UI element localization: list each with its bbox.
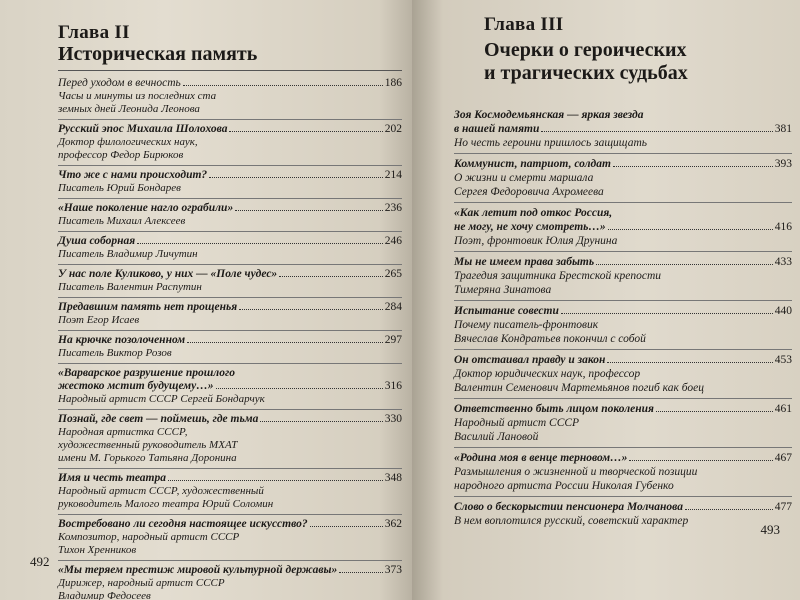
entry-title: Познай, где свет — поймешь, где тьма bbox=[58, 413, 259, 425]
entry-title: Предавшим память нет прощенья bbox=[58, 301, 238, 313]
entry-page-number: 477 bbox=[774, 501, 792, 513]
entry-title: Слово о бескорыстии пенсионера Молчанова bbox=[454, 501, 683, 513]
entry-page-number: 202 bbox=[384, 123, 402, 135]
entry-subtitle: художественный руководитель МХАТ bbox=[58, 439, 238, 451]
entry-title-line bbox=[454, 220, 792, 234]
entry-title-line bbox=[454, 402, 792, 416]
entry-page-number: 330 bbox=[384, 413, 402, 425]
entry-title-line bbox=[58, 268, 402, 281]
entry-subtitle: имени М. Горького Татьяна Доронина bbox=[58, 452, 237, 464]
entry-title-line bbox=[454, 353, 792, 367]
entry-subtitle: Василий Лановой bbox=[454, 431, 539, 443]
entry-page-number: 453 bbox=[774, 354, 792, 366]
toc-entry bbox=[58, 331, 402, 364]
dot-leader bbox=[596, 264, 773, 265]
entry-title-line bbox=[454, 451, 792, 465]
entry-subtitle: Писатель Юрий Бондарев bbox=[58, 182, 181, 194]
entry-page-number: 416 bbox=[774, 221, 792, 233]
entry-title-line bbox=[58, 334, 402, 347]
dot-leader bbox=[561, 313, 773, 314]
entry-page-number: 236 bbox=[384, 202, 402, 214]
dot-leader bbox=[310, 526, 383, 527]
entry-subtitle: Дирижер, народный артист СССР bbox=[58, 577, 225, 589]
entry-page-number: 433 bbox=[774, 256, 792, 268]
dot-leader bbox=[656, 411, 773, 412]
chapter-label: Глава II bbox=[58, 22, 130, 43]
entry-subtitle: Почему писатель-фронтовик bbox=[454, 319, 599, 331]
toc-entry bbox=[454, 252, 792, 301]
dot-leader bbox=[629, 460, 772, 461]
entry-subtitle: руководитель Малого театра Юрий Соломин bbox=[58, 498, 274, 510]
toc-entry bbox=[58, 410, 402, 469]
entry-subtitle: Вячеслав Кондратьев покончил с собой bbox=[454, 333, 646, 345]
entry-page-number: 186 bbox=[384, 77, 402, 89]
entry-subtitle: Поэт, фронтовик Юлия Друнина bbox=[454, 235, 618, 247]
toc-entry bbox=[454, 497, 792, 531]
entry-title: У нас поле Куликово, у них — «Поле чудес» bbox=[58, 268, 278, 280]
entry-page-number: 297 bbox=[384, 334, 402, 346]
dot-leader bbox=[685, 509, 773, 510]
entry-subtitle: Тимеряна Зинатова bbox=[454, 284, 552, 296]
entry-subtitle: Народный артист СССР Сергей Бондарчук bbox=[58, 393, 265, 405]
entry-subtitle: Размышления о жизненной и творческой позиции bbox=[454, 466, 698, 478]
entry-title: Коммунист, патриот, солдат bbox=[454, 158, 611, 170]
dot-leader bbox=[137, 243, 383, 244]
entry-title: Мы не имеем права забыть bbox=[454, 256, 595, 268]
entry-title-line bbox=[454, 157, 792, 171]
dot-leader bbox=[339, 572, 383, 573]
entry-title-line bbox=[58, 235, 402, 248]
dot-leader bbox=[168, 480, 383, 481]
entry-subtitle: Доктор юридических наук, профессор bbox=[454, 368, 641, 380]
entry-title-line bbox=[58, 169, 402, 182]
toc-entry bbox=[454, 154, 792, 203]
entry-title: Душа соборная bbox=[58, 235, 136, 247]
entry-subtitle: Доктор филологических наук, bbox=[58, 136, 198, 148]
toc-list bbox=[58, 74, 402, 600]
dot-leader bbox=[541, 131, 772, 132]
toc-entry bbox=[58, 561, 402, 600]
entry-subtitle: народного артиста России Николая Губенко bbox=[454, 480, 674, 492]
toc-entry bbox=[454, 105, 792, 154]
dot-leader bbox=[239, 309, 383, 310]
toc-entry bbox=[58, 469, 402, 515]
entry-title-line bbox=[454, 500, 792, 514]
toc-entry bbox=[58, 364, 402, 410]
entry-title-line bbox=[58, 123, 402, 136]
entry-subtitle: Композитор, народный артист СССР bbox=[58, 531, 240, 543]
entry-page-number: 362 bbox=[384, 518, 402, 530]
entry-subtitle: О жизни и смерти маршала bbox=[454, 172, 594, 184]
entry-subtitle: Народный артист СССР, художественный bbox=[58, 485, 264, 497]
entry-title-line bbox=[58, 564, 402, 577]
toc-entry bbox=[454, 301, 792, 350]
entry-page-number: 461 bbox=[774, 403, 792, 415]
entry-subtitle: Но честь героини пришлось защищать bbox=[454, 137, 648, 149]
entry-page-number: 316 bbox=[384, 380, 402, 392]
entry-subtitle: Владимир Федосеев bbox=[58, 590, 151, 600]
entry-page-number: 265 bbox=[384, 268, 402, 280]
dot-leader bbox=[279, 276, 383, 277]
chapter-label: Глава III bbox=[484, 14, 564, 35]
entry-subtitle: Писатель Михаил Алексеев bbox=[58, 215, 186, 227]
toc-list bbox=[454, 105, 792, 531]
entry-title: Ответственно быть лицом поколения bbox=[454, 403, 654, 415]
entry-page-number: 467 bbox=[774, 452, 792, 464]
entry-subtitle: Народный артист СССР bbox=[454, 417, 580, 429]
entry-title-cont: не могу, не хочу смотреть…» bbox=[454, 221, 606, 233]
toc-entry bbox=[58, 232, 402, 265]
entry-title: Зоя Космодемьянская — яркая звезда bbox=[454, 109, 644, 121]
entry-page-number: 348 bbox=[384, 472, 402, 484]
entry-title: Он отстаивал правду и закон bbox=[454, 354, 606, 366]
toc-entry bbox=[454, 399, 792, 448]
dot-leader bbox=[235, 210, 383, 211]
entry-subtitle: Часы и минуты из последних ста bbox=[58, 90, 217, 102]
entry-subtitle: Сергея Федоровича Ахромеева bbox=[454, 186, 604, 198]
toc-entry bbox=[58, 166, 402, 199]
entry-subtitle: Писатель Валентин Распутин bbox=[58, 281, 202, 293]
entry-subtitle: В нем воплотился русский, советский характер bbox=[454, 515, 689, 527]
entry-title-line bbox=[58, 202, 402, 215]
entry-title-cont: жестоко мстит будущему…» bbox=[58, 380, 214, 392]
toc-entry bbox=[58, 515, 402, 561]
toc-entry bbox=[58, 74, 402, 120]
chapter-title-line-2: и трагических судьбах bbox=[484, 62, 688, 84]
entry-title-line bbox=[58, 380, 402, 393]
entry-title: Востребовано ли сегодня настоящее искусство? bbox=[58, 518, 308, 530]
entry-title: «Родина моя в венце терновом…» bbox=[454, 452, 628, 464]
page-number: 492 bbox=[30, 554, 50, 569]
divider bbox=[58, 70, 402, 71]
entry-page-number: 284 bbox=[384, 301, 402, 313]
dot-leader bbox=[183, 85, 383, 86]
entry-title: Перед уходом в вечность bbox=[58, 77, 181, 89]
entry-subtitle: профессор Федор Бирюков bbox=[58, 149, 184, 161]
entry-page-number: 440 bbox=[774, 305, 792, 317]
right-page bbox=[412, 0, 800, 600]
toc-entry bbox=[58, 199, 402, 232]
toc-entry bbox=[454, 350, 792, 399]
entry-title-line bbox=[58, 518, 402, 531]
entry-title-line bbox=[58, 413, 402, 426]
entry-title-line bbox=[454, 304, 792, 318]
dot-leader bbox=[607, 362, 772, 363]
entry-subtitle: Писатель Владимир Личутин bbox=[58, 248, 198, 260]
entry-title-line bbox=[58, 301, 402, 314]
toc-entry bbox=[58, 265, 402, 298]
entry-title: Испытание совести bbox=[454, 305, 559, 317]
entry-title: Имя и честь театра bbox=[58, 472, 167, 484]
entry-title-line bbox=[454, 255, 792, 269]
entry-title: «Наше поколение нагло ограбили» bbox=[58, 202, 234, 214]
dot-leader bbox=[209, 177, 383, 178]
entry-title: «Мы теряем престиж мировой культурной державы» bbox=[58, 564, 338, 576]
entry-subtitle: Поэт Егор Исаев bbox=[58, 314, 140, 326]
entry-subtitle: земных дней Леонида Леонова bbox=[58, 103, 200, 115]
entry-title-cont: в нашей памяти bbox=[454, 123, 540, 135]
chapter-title: Историческая память bbox=[58, 43, 258, 65]
entry-page-number: 246 bbox=[384, 235, 402, 247]
dot-leader bbox=[229, 131, 382, 132]
entry-title-line bbox=[58, 472, 402, 485]
entry-title: «Варварское разрушение прошлого bbox=[58, 367, 235, 379]
toc-entry bbox=[454, 203, 792, 252]
dot-leader bbox=[608, 229, 773, 230]
dot-leader bbox=[216, 388, 383, 389]
entry-subtitle: Тихон Хренников bbox=[58, 544, 137, 556]
entry-page-number: 373 bbox=[384, 564, 402, 576]
chapter-title-line-1: Очерки о героических bbox=[484, 39, 687, 61]
entry-page-number: 214 bbox=[384, 169, 402, 181]
entry-title: На крючке позолоченном bbox=[58, 334, 186, 346]
toc-entry bbox=[454, 448, 792, 497]
entry-page-number: 381 bbox=[774, 123, 792, 135]
dot-leader bbox=[260, 421, 382, 422]
entry-subtitle: Народная артистка СССР, bbox=[58, 426, 188, 438]
entry-title-line bbox=[454, 122, 792, 136]
entry-subtitle: Писатель Виктор Розов bbox=[58, 347, 172, 359]
entry-page-number: 393 bbox=[774, 158, 792, 170]
dot-leader bbox=[187, 342, 383, 343]
page-number: 493 bbox=[760, 522, 780, 537]
toc-entry bbox=[58, 120, 402, 166]
toc-entry bbox=[58, 298, 402, 331]
entry-title: Что же с нами происходит? bbox=[58, 169, 208, 181]
entry-title: Русский эпос Михаила Шолохова bbox=[58, 123, 228, 135]
entry-title-line bbox=[58, 77, 402, 90]
entry-subtitle: Валентин Семенович Мартемьянов погиб как боец bbox=[454, 382, 704, 394]
entry-title: «Как летит под откос Россия, bbox=[454, 207, 613, 219]
dot-leader bbox=[613, 166, 773, 167]
entry-subtitle: Трагедия защитника Брестской крепости bbox=[454, 270, 662, 282]
